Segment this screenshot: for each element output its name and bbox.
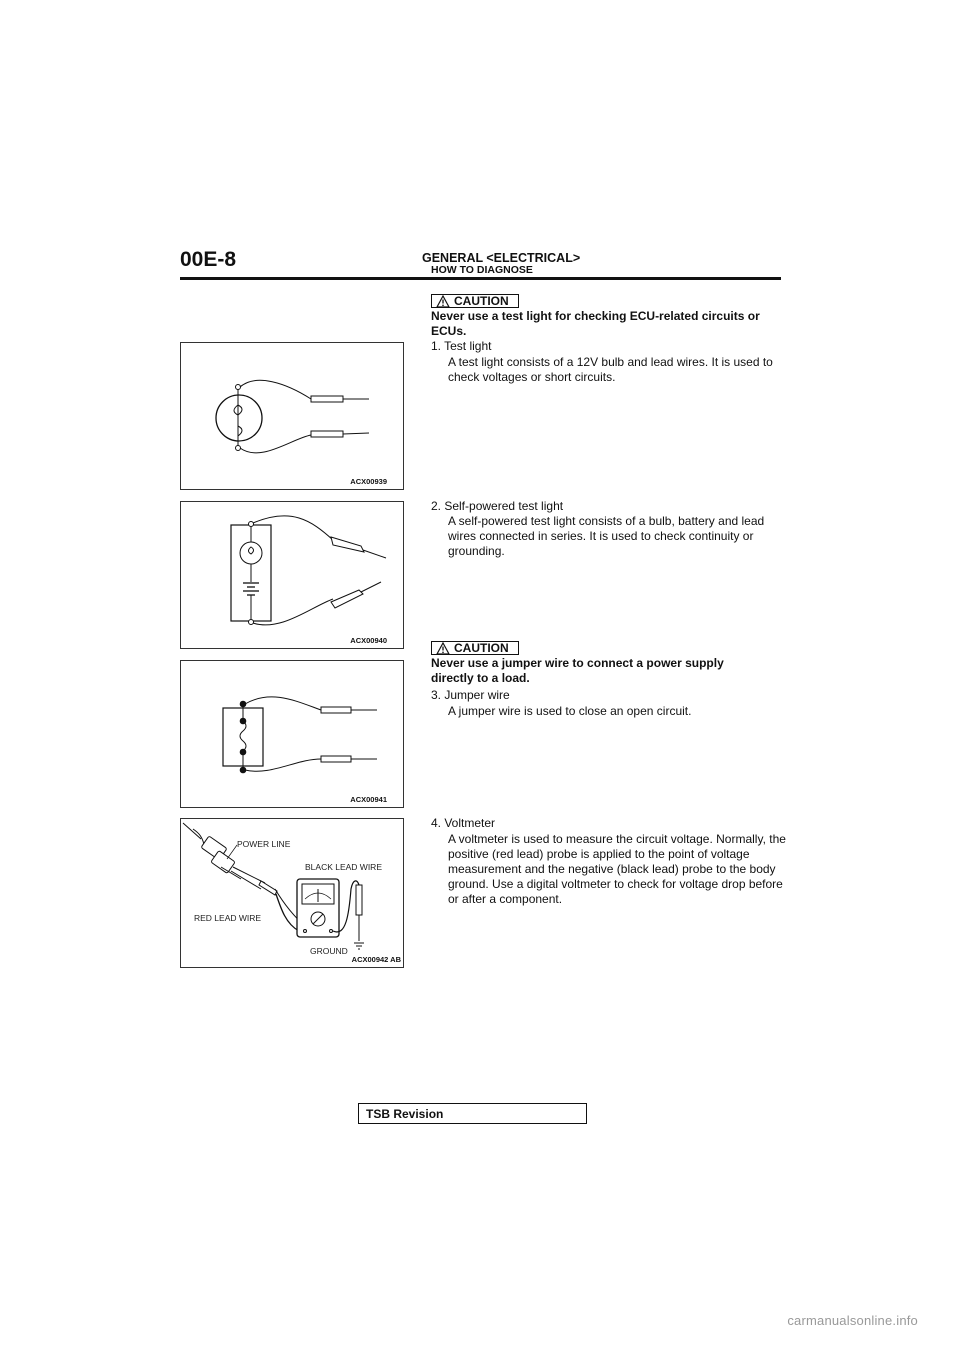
header-rule	[180, 277, 781, 280]
label-power-line: POWER LINE	[237, 839, 291, 849]
tsb-revision-box	[358, 1103, 587, 1124]
item-3-title: 3. Jumper wire	[431, 688, 510, 702]
caution-box-1	[431, 294, 519, 308]
label-ground: GROUND	[310, 946, 348, 956]
page-code: 00E-8	[180, 248, 237, 271]
warning-icon	[436, 295, 450, 308]
warning-icon	[436, 642, 450, 655]
tsb-revision-label: TSB Revision	[366, 1107, 444, 1121]
figure-voltmeter	[180, 818, 404, 968]
section-subtitle: HOW TO DIAGNOSE	[431, 264, 533, 276]
caution-label: CAUTION	[454, 294, 509, 308]
jumper-wire-diagram	[181, 661, 405, 809]
item-3-description: A jumper wire is used to close an open circuit.	[448, 704, 692, 718]
watermark: carmanualsonline.info	[787, 1313, 918, 1328]
item-2-title: 2. Self-powered test light	[431, 499, 564, 513]
caution-box-2	[431, 641, 519, 655]
self-powered-test-light-diagram	[181, 502, 405, 650]
caution-label: CAUTION	[454, 641, 509, 655]
voltmeter-diagram	[181, 819, 405, 969]
item-1-description: A test light consists of a 12V bulb and lead wires. It is used to check voltages or short circuits.	[448, 355, 773, 384]
item-4-description: A voltmeter is used to measure the circuit voltage. Normally, the positive (red lead) probe is applied to the point of voltage measurement and the negative (black lead) probe to the body ground. Use a digital voltmeter to check for voltage drop before or after a component.	[448, 832, 786, 906]
item-4-title: 4. Voltmeter	[431, 816, 496, 830]
caution-text-1: Never use a test light for checking ECU-related circuits or ECUs.	[431, 309, 760, 338]
figure-id: ACX00942 AB	[351, 955, 401, 964]
item-2-description: A self-powered test light consists of a bulb, battery and lead wires connected in series. It is used to check continuity or grounding.	[448, 514, 765, 558]
test-light-diagram	[181, 343, 405, 491]
figure-id: ACX00941	[350, 795, 387, 804]
item-1-title: 1. Test light	[431, 339, 492, 353]
figure-test-light	[180, 342, 404, 490]
figure-id: ACX00939	[350, 477, 387, 486]
figure-id: ACX00940	[350, 636, 387, 645]
label-red-lead-wire: RED LEAD WIRE	[194, 913, 262, 923]
caution-text-2: Never use a jumper wire to connect a power supply directly to a load.	[431, 656, 724, 685]
figure-jumper-wire	[180, 660, 404, 808]
figure-self-powered-test-light	[180, 501, 404, 649]
label-black-lead-wire: BLACK LEAD WIRE	[305, 862, 382, 872]
section-title: GENERAL <ELECTRICAL>	[422, 251, 581, 265]
